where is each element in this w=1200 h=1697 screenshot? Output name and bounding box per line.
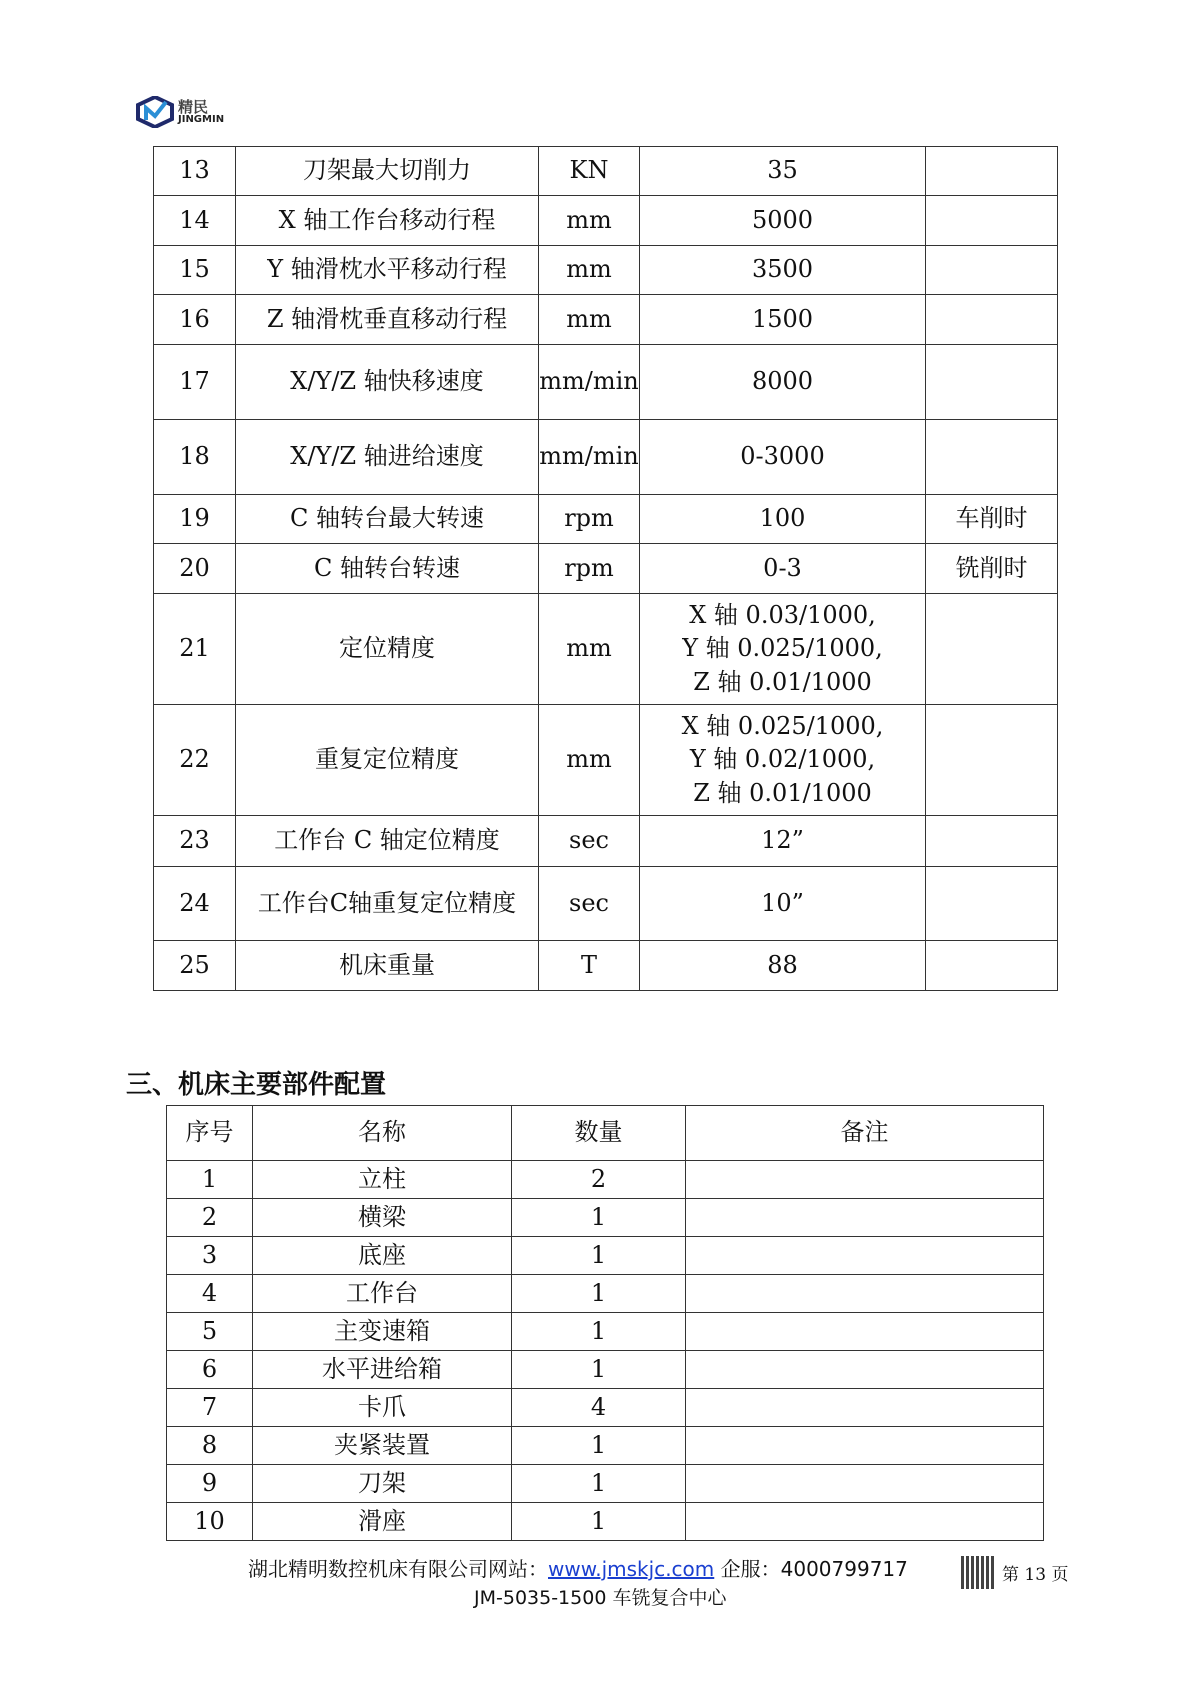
table-cell bbox=[686, 1503, 1044, 1541]
table-row bbox=[154, 816, 1058, 867]
table-cell: 1500 bbox=[640, 295, 926, 345]
table-row bbox=[167, 1427, 1044, 1465]
page-number: 第 13 页 bbox=[1002, 1565, 1069, 1585]
footer-service-phone: 企服：4000799717 bbox=[714, 1557, 908, 1581]
table-cell: 10 bbox=[167, 1503, 253, 1541]
company-logo bbox=[136, 96, 224, 128]
table-cell: 9 bbox=[167, 1465, 253, 1503]
table-cell: 23 bbox=[154, 816, 236, 867]
logo-en-text: JINGMIN bbox=[178, 113, 225, 125]
table-cell: 4 bbox=[512, 1389, 686, 1427]
table-cell: X 轴 0.025/1000, Y 轴 0.02/1000, Z 轴 0.01/1000 bbox=[640, 705, 926, 816]
table-row bbox=[154, 544, 1058, 594]
table-cell bbox=[926, 420, 1058, 495]
table-cell: 主变速箱 bbox=[253, 1313, 512, 1351]
table-cell: 水平进给箱 bbox=[253, 1351, 512, 1389]
table-row bbox=[167, 1389, 1044, 1427]
table-cell bbox=[686, 1161, 1044, 1199]
table-cell: mm/min bbox=[539, 345, 640, 420]
spec-table bbox=[153, 146, 1058, 991]
table-cell: 重复定位精度 bbox=[236, 705, 539, 816]
table-cell bbox=[926, 345, 1058, 420]
parts-table bbox=[166, 1105, 1044, 1541]
table-row bbox=[167, 1313, 1044, 1351]
table-cell: 工作台 C 轴定位精度 bbox=[236, 816, 539, 867]
table-cell bbox=[686, 1465, 1044, 1503]
table-cell: X 轴 0.03/1000, Y 轴 0.025/1000, Z 轴 0.01/1000 bbox=[640, 594, 926, 705]
table-cell: 卡爪 bbox=[253, 1389, 512, 1427]
table-cell: 25 bbox=[154, 941, 236, 991]
table-cell: mm bbox=[539, 246, 640, 295]
table-cell: 1 bbox=[512, 1199, 686, 1237]
section-title: 三、机床主要部件配置 bbox=[126, 1070, 387, 1100]
table-cell: 21 bbox=[154, 594, 236, 705]
table-cell: 1 bbox=[512, 1313, 686, 1351]
table-cell bbox=[926, 705, 1058, 816]
table-cell: 35 bbox=[640, 147, 926, 196]
table-row bbox=[167, 1503, 1044, 1541]
table-cell: 3 bbox=[167, 1237, 253, 1275]
table-row bbox=[154, 196, 1058, 246]
table-cell: sec bbox=[539, 867, 640, 941]
table-cell: 1 bbox=[167, 1161, 253, 1199]
table-cell: 1 bbox=[512, 1465, 686, 1503]
table-cell: 12” bbox=[640, 816, 926, 867]
table-cell: 4 bbox=[167, 1275, 253, 1313]
table-cell bbox=[926, 295, 1058, 345]
table-cell bbox=[926, 246, 1058, 295]
table-cell: 1 bbox=[512, 1427, 686, 1465]
header-cell: 名称 bbox=[253, 1106, 512, 1161]
table-cell: 8000 bbox=[640, 345, 926, 420]
footer-line bbox=[248, 1553, 908, 1582]
table-cell: 2 bbox=[167, 1199, 253, 1237]
table-cell bbox=[926, 941, 1058, 991]
table-row bbox=[167, 1351, 1044, 1389]
table-cell: 22 bbox=[154, 705, 236, 816]
table-cell bbox=[686, 1389, 1044, 1427]
logo-cn-text: 精民 bbox=[178, 97, 209, 116]
table-row bbox=[154, 147, 1058, 196]
table-cell: 24 bbox=[154, 867, 236, 941]
header-cell: 数量 bbox=[512, 1106, 686, 1161]
table-cell: 15 bbox=[154, 246, 236, 295]
table-cell: 7 bbox=[167, 1389, 253, 1427]
table-cell: 工作台 bbox=[253, 1275, 512, 1313]
table-cell: 0-3 bbox=[640, 544, 926, 594]
jingmin-logo-icon bbox=[136, 96, 174, 128]
table-cell bbox=[926, 867, 1058, 941]
website-link[interactable]: www.jmskjc.com bbox=[548, 1557, 715, 1581]
table-cell: sec bbox=[539, 816, 640, 867]
table-cell bbox=[686, 1427, 1044, 1465]
table-row bbox=[154, 594, 1058, 705]
table-cell: mm bbox=[539, 295, 640, 345]
table-cell: 20 bbox=[154, 544, 236, 594]
table-cell: 刀架最大切削力 bbox=[236, 147, 539, 196]
table-row bbox=[154, 495, 1058, 544]
table-cell: 88 bbox=[640, 941, 926, 991]
table-cell: 夹紧装置 bbox=[253, 1427, 512, 1465]
table-cell: 刀架 bbox=[253, 1465, 512, 1503]
table-cell: 立柱 bbox=[253, 1161, 512, 1199]
footer-company: 湖北精明数控机床有限公司网站： bbox=[248, 1557, 548, 1581]
table-cell: 3500 bbox=[640, 246, 926, 295]
table-cell: 10” bbox=[640, 867, 926, 941]
table-row bbox=[167, 1237, 1044, 1275]
table-row bbox=[154, 246, 1058, 295]
table-cell bbox=[926, 196, 1058, 246]
table-cell: rpm bbox=[539, 544, 640, 594]
table-cell bbox=[686, 1313, 1044, 1351]
table-cell bbox=[686, 1237, 1044, 1275]
table-cell: 铣削时 bbox=[926, 544, 1058, 594]
table-cell: 底座 bbox=[253, 1237, 512, 1275]
table-cell: X/Y/Z 轴进给速度 bbox=[236, 420, 539, 495]
header-cell: 序号 bbox=[167, 1106, 253, 1161]
qr-code-icon bbox=[961, 1556, 994, 1589]
table-cell bbox=[686, 1351, 1044, 1389]
table-cell bbox=[686, 1275, 1044, 1313]
table-cell: 18 bbox=[154, 420, 236, 495]
table-cell bbox=[686, 1199, 1044, 1237]
table-cell: Z 轴滑枕垂直移动行程 bbox=[236, 295, 539, 345]
table-cell: Y 轴滑枕水平移动行程 bbox=[236, 246, 539, 295]
table-cell: rpm bbox=[539, 495, 640, 544]
table-cell bbox=[926, 816, 1058, 867]
table-cell bbox=[926, 594, 1058, 705]
table-cell: 机床重量 bbox=[236, 941, 539, 991]
table-cell: 19 bbox=[154, 495, 236, 544]
table-cell: 1 bbox=[512, 1237, 686, 1275]
table-cell: 车削时 bbox=[926, 495, 1058, 544]
table-row bbox=[167, 1199, 1044, 1237]
table-row bbox=[154, 867, 1058, 941]
table-cell: C 轴转台转速 bbox=[236, 544, 539, 594]
table-cell: 5 bbox=[167, 1313, 253, 1351]
table-cell: 13 bbox=[154, 147, 236, 196]
table-cell: 滑座 bbox=[253, 1503, 512, 1541]
table-cell: 16 bbox=[154, 295, 236, 345]
table-row bbox=[167, 1161, 1044, 1199]
table-cell bbox=[926, 147, 1058, 196]
table-cell: KN bbox=[539, 147, 640, 196]
table-cell: 横梁 bbox=[253, 1199, 512, 1237]
table-row bbox=[154, 941, 1058, 991]
table-cell: 0-3000 bbox=[640, 420, 926, 495]
header-cell: 备注 bbox=[686, 1106, 1044, 1161]
table-cell: 工作台C轴重复定位精度 bbox=[236, 867, 539, 941]
table-cell: 1 bbox=[512, 1275, 686, 1313]
table-cell: mm bbox=[539, 196, 640, 246]
table-cell: mm bbox=[539, 705, 640, 816]
table-cell: 14 bbox=[154, 196, 236, 246]
table-cell: T bbox=[539, 941, 640, 991]
footer-model: JM-5035-1500 车铣复合中心 bbox=[474, 1587, 727, 1609]
table-row bbox=[154, 705, 1058, 816]
table-cell: mm/min bbox=[539, 420, 640, 495]
table-cell: X 轴工作台移动行程 bbox=[236, 196, 539, 246]
table-cell: X/Y/Z 轴快移速度 bbox=[236, 345, 539, 420]
table-row bbox=[167, 1465, 1044, 1503]
table-cell: C 轴转台最大转速 bbox=[236, 495, 539, 544]
table-row bbox=[167, 1275, 1044, 1313]
table-cell: 6 bbox=[167, 1351, 253, 1389]
table-cell: 1 bbox=[512, 1351, 686, 1389]
table-cell: 8 bbox=[167, 1427, 253, 1465]
table-cell: 5000 bbox=[640, 196, 926, 246]
table-cell: 17 bbox=[154, 345, 236, 420]
table-cell: mm bbox=[539, 594, 640, 705]
table-cell: 100 bbox=[640, 495, 926, 544]
table-cell: 定位精度 bbox=[236, 594, 539, 705]
table-row bbox=[154, 345, 1058, 420]
table-row bbox=[154, 295, 1058, 345]
table-row bbox=[154, 420, 1058, 495]
table-cell: 2 bbox=[512, 1161, 686, 1199]
table-cell: 1 bbox=[512, 1503, 686, 1541]
